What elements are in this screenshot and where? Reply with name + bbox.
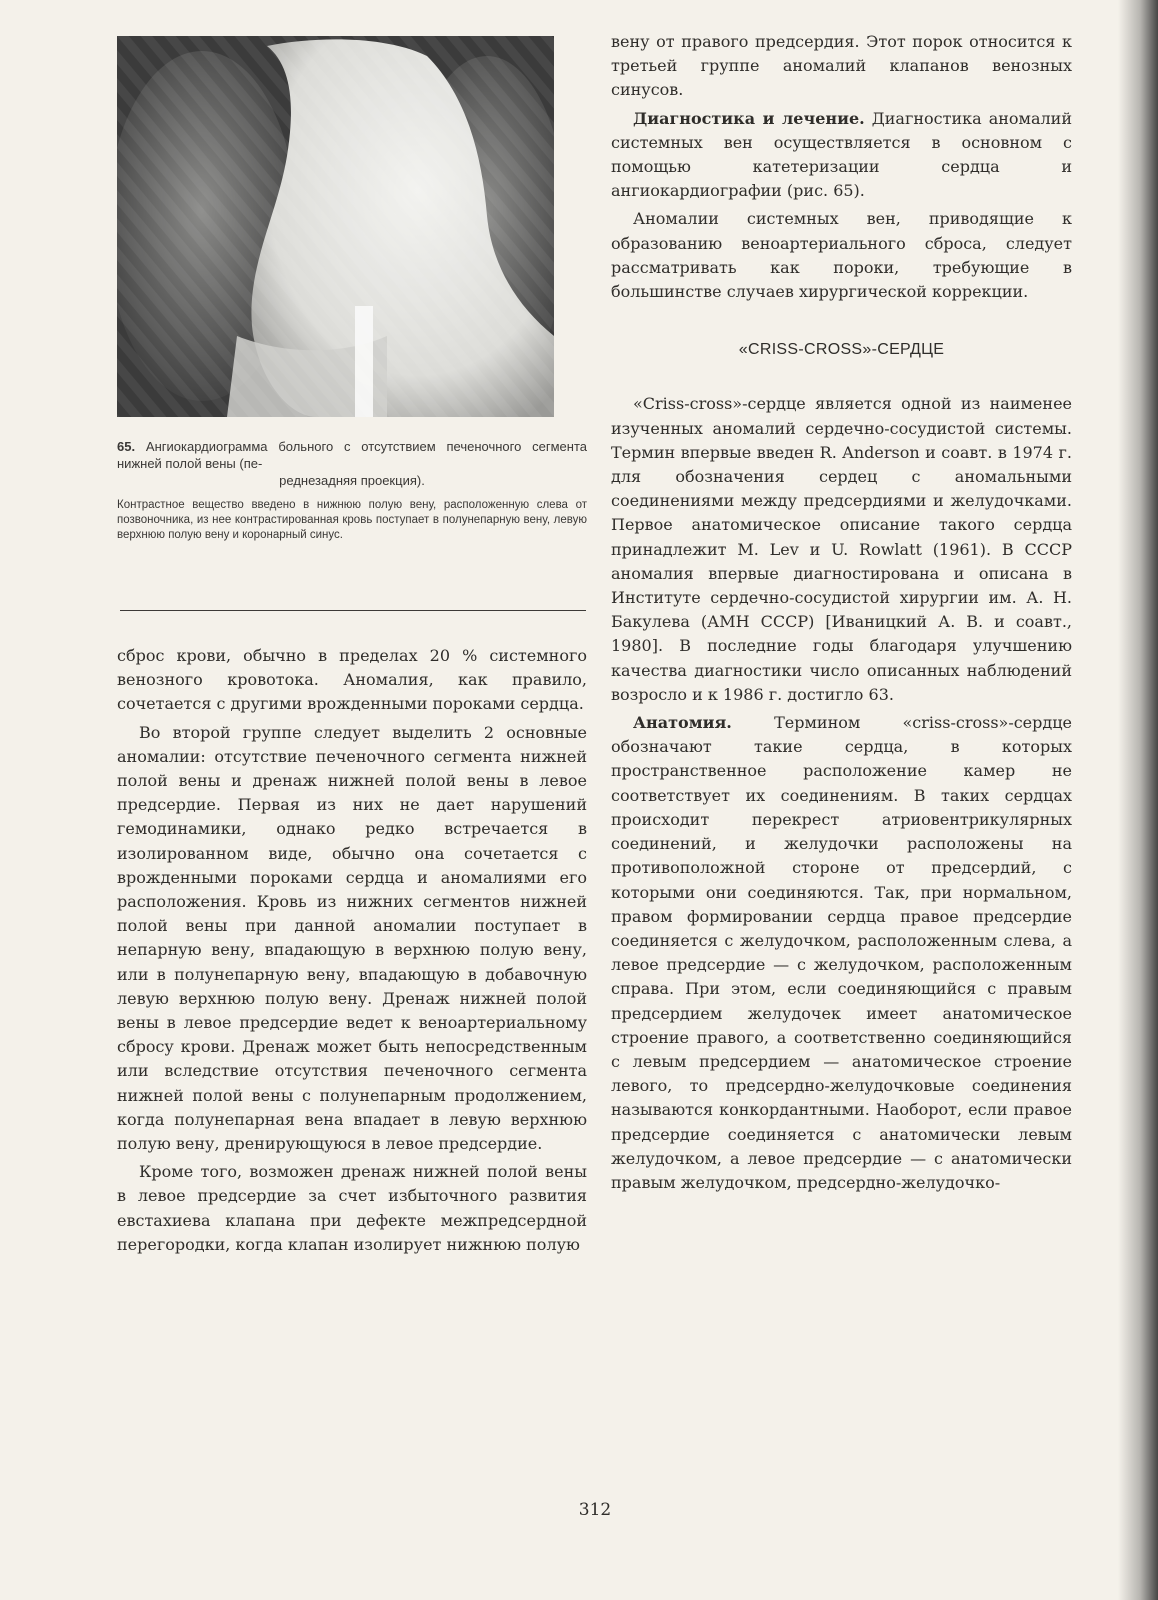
right-paragraph-4: «Criss-cross»-сердце является одной из наименее изученных аномалий сердечно-сосудистой системы. Термин впервые введен R. Anderson и соавт. в 1974 г. для обозначения сердец с аномальными соединениями между предсердиями и желудочками. Первое анатомическое описание такого сердца принадлежит M. Lev и U. Rowlatt (1961). В СССР аномалия впервые диагностирована и описана в Институте сердечно-сосудистой хирургии им. А. Н. Бакулева (АМН СССР) [Иваницкий А. В. и соавт., 1980]. В последние годы благодаря улучшению качества диагностики число описанных наблюдений возросло и к 1986 г. достигло 63. [611, 394, 1072, 704]
right-column [611, 30, 1072, 1195]
page-edge-shadow [1118, 0, 1158, 1600]
page-number: 312 [578, 1500, 612, 1520]
right-paragraph-5 [611, 711, 1072, 1195]
figure-number: 65. [117, 439, 136, 454]
right-paragraph-2 [611, 107, 1072, 204]
figure-title-text: Ангиокардиограмма больного с отсутствием печеночного сегмента нижней полой вены (пе- [117, 439, 587, 471]
left-paragraph-2: Во второй группе следует выделить 2 основные аномалии: отсутствие печеночного сегмента нижней полой вены и дренаж нижней полой вены в левое предсердие. Первая из них не дает нарушений гемодинамики, однако редко встречается в изолированном виде, обычно она сочетается с врожденными пороками сердца и аномалиями его расположения. Кровь из нижних сегментов нижней полой вены при данной аномалии поступает в непарную вену, впадающую в верхнюю полую вену, или в полунепарную вену, впадающую в добавочную левую верхнюю полую вену. Дренаж нижней полой вены в левое предсердие ведет к веноартериальному сбросу крови. Дренаж может быть непосредственным или вследствие отсутствия печеночного сегмента нижней полой вены с полунепарным продолжением, когда полунепарная вена впадает в левую верхнюю полую вену, дренирующуюся в левое предсердие. [117, 722, 587, 1154]
left-column [117, 644, 587, 1257]
caption-divider [120, 610, 586, 611]
diagnosis-run-in: Диагностика и лечение. [633, 108, 865, 128]
left-paragraph-3: Кроме того, возможен дренаж нижней полой вены в левое предсердие за счет избыточного развития евстахиева клапана при дефекте межпредсердной перегородки, когда клапан изолирует нижнюю полую [117, 1162, 587, 1254]
anatomy-text: Термином «criss-cross»-сердце обозначают такие сердца, в которых пространственное расположение камер не соответствует их соединениям. В таких сердцах происходит перекрест атриовентрикулярных соединений, и желудочки расположены на противоположной стороне от предсердий, с которыми они соединяются. Так, при нормальном, правом формировании сердца правое предсердие соединяется с желудочком, расположенным слева, а левое предсердие — с желудочком, расположенным справа. При этом, если соединяющийся с правым предсердием желудочек имеет анатомическое строение правого, а соответственно соединяющийся с левым предсердием — анатомическое строение левого, то предсердно-желудочковые соединения называются конкордантными. Наоборот, если правое предсердие соединяется с анатомически левым желудочком, а левое предсердие — с анатомически правым желудочком, предсердно-желудочко- [611, 713, 1072, 1192]
right-paragraph-1: вену от правого предсердия. Этот порок относится к третьей группе аномалий клапанов венозных синусов. [611, 32, 1072, 100]
section-heading: «CRISS-CROSS»-СЕРДЦЕ [738, 341, 945, 359]
angiocardiogram-figure [117, 36, 554, 417]
figure-caption [117, 438, 587, 543]
xray-image [117, 36, 554, 417]
left-paragraph-1: сброс крови, обычно в пределах 20 % системного венозного кровотока. Аномалия, как правило, сочетается с другими врожденными пороками сердца. [117, 646, 587, 714]
anatomy-run-in: Анатомия. [633, 713, 732, 733]
figure-caption-note: Контрастное вещество введено в нижнюю полую вену, расположенную слева от позвоночника, из нее контрастированная кровь поступает в полунепарную вену, левую верхнюю полую вену и коронарный синус. [117, 499, 587, 541]
diagnosis-text: Диагностика аномалий системных вен осуществляется в основном с помощью катетеризации сердца и ангиокардиографии (рис. 65). [611, 108, 1073, 201]
figure-caption-title [117, 438, 587, 489]
right-paragraph-3: Аномалии системных вен, приводящие к образованию веноартериального сброса, следует рассматривать как пороки, требующие в большинстве случаев хирургической коррекции. [611, 209, 1072, 302]
figure-title-end: реднезадняя проекция). [279, 473, 425, 488]
